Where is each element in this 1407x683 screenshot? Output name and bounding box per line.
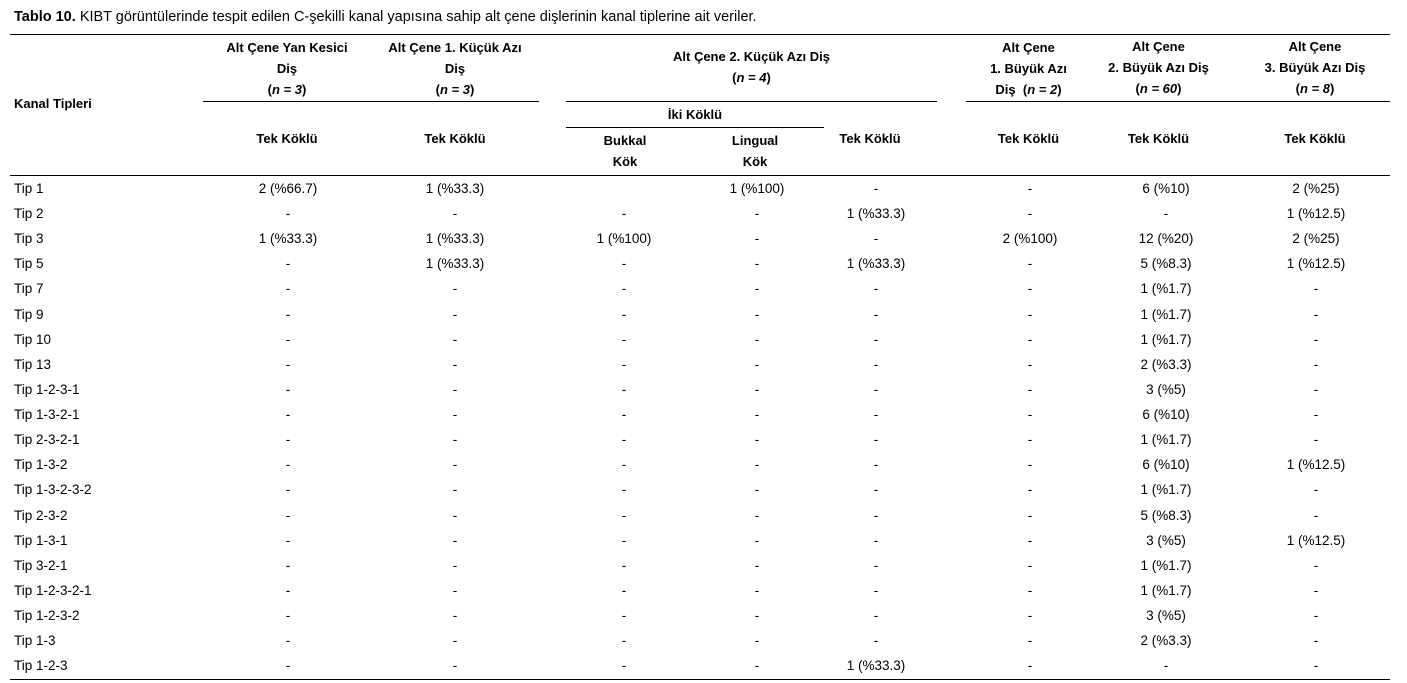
table-cell: - (873, 533, 879, 548)
table-cell: - (754, 382, 760, 397)
table-cell: 1 (%12.5) (1286, 206, 1346, 221)
table-cell: - (873, 457, 879, 472)
subheader-tek-koklu: Tek Köklü (1127, 131, 1190, 146)
group-rule-1 (203, 101, 539, 102)
row-label: Tip 1-2-3-2-1 (14, 583, 92, 598)
table-cell: - (285, 608, 291, 623)
table-cell: 2 (%25) (1292, 181, 1340, 196)
table-cell: - (1027, 608, 1033, 623)
table-cell: 6 (%10) (1142, 407, 1190, 422)
table-cell: - (1313, 382, 1319, 397)
group-header-n: (n = 4) (732, 70, 771, 85)
table-cell: - (285, 457, 291, 472)
table-cell: - (1313, 407, 1319, 422)
table-cell: - (1313, 432, 1319, 447)
table-cell: 3 (%5) (1146, 382, 1186, 397)
group-header-line: 3. Büyük Azı Diş (1264, 60, 1366, 75)
table-cell: - (1027, 181, 1033, 196)
table-cell: - (1027, 558, 1033, 573)
table-cell: - (621, 382, 627, 397)
table-cell: - (873, 407, 879, 422)
table-cell: - (621, 583, 627, 598)
table-cell: 6 (%10) (1142, 181, 1190, 196)
group-header-yan-kesici (203, 37, 371, 100)
group-header-line: Alt Çene 2. Küçük Azı Diş (673, 49, 830, 64)
table-cell: - (285, 633, 291, 648)
n-value: n = 60 (1139, 81, 1178, 96)
group-header-word: Diş (995, 82, 1016, 97)
row-label: Tip 1-2-3-2 (14, 608, 80, 623)
table-cell: 5 (%8.3) (1140, 256, 1192, 271)
table-cell: - (754, 658, 760, 673)
table-cell: - (452, 633, 458, 648)
table-cell: - (621, 533, 627, 548)
group-header-line: Alt Çene (1002, 40, 1055, 55)
table-cell: - (1313, 633, 1319, 648)
table-cell: 1 (%33.3) (258, 231, 318, 246)
table-cell: 1 (%1.7) (1140, 482, 1192, 497)
n-value: n = 3 (440, 82, 470, 97)
table-cell: - (873, 281, 879, 296)
table-top-rule (10, 34, 1390, 35)
table-cell: 2 (%100) (1002, 231, 1058, 246)
table-cell: - (1163, 206, 1169, 221)
table-cell: 1 (%12.5) (1286, 256, 1346, 271)
table-cell: - (452, 357, 458, 372)
table-cell: - (873, 307, 879, 322)
group-header-1-kucuk-azi (371, 37, 539, 100)
table-cell: - (1027, 256, 1033, 271)
table-cell: - (873, 633, 879, 648)
caption-text: KIBT görüntülerinde tespit edilen C-şekilli kanal yapısına sahip alt çene dişlerinin kanal tiplerine ait veriler. (79, 9, 757, 25)
table-cell: 6 (%10) (1142, 457, 1190, 472)
group-header-line: 2. Büyük Azı Diş (1108, 60, 1209, 75)
subheader-tek-koklu: Tek Köklü (424, 131, 486, 146)
table-caption (14, 9, 757, 25)
row-label: Tip 1 (14, 181, 44, 196)
row-label: Tip 2-3-2 (14, 508, 68, 523)
table-cell: - (621, 256, 627, 271)
group-header-3-buyuk-azi (1240, 36, 1390, 99)
table-cell: - (452, 533, 458, 548)
row-label: Tip 9 (14, 307, 44, 322)
table-cell: - (1027, 658, 1033, 673)
row-label: Tip 1-2-3-1 (14, 382, 80, 397)
table-cell: - (754, 533, 760, 548)
n-value: n = 4 (736, 70, 767, 85)
table-cell: - (873, 231, 879, 246)
table-cell: - (754, 558, 760, 573)
row-label: Tip 2 (14, 206, 44, 221)
table-cell: - (1027, 357, 1033, 372)
subheader-line: Kök (612, 154, 638, 169)
table-cell: 1 (%12.5) (1286, 457, 1346, 472)
table-cell: - (621, 281, 627, 296)
table-cell: 1 (%1.7) (1140, 281, 1192, 296)
subheader-bukkal-kok (580, 130, 670, 172)
table-cell: - (873, 332, 879, 347)
table-cell: - (621, 407, 627, 422)
table-cell: - (1027, 633, 1033, 648)
subheader-tek-koklu: Tek Köklü (1284, 131, 1346, 146)
table-cell: - (1313, 558, 1319, 573)
table-cell: - (285, 281, 291, 296)
table-cell: - (621, 658, 627, 673)
table-cell: 1 (%33.3) (425, 256, 485, 271)
table-cell: - (873, 482, 879, 497)
table-cell: - (1027, 533, 1033, 548)
n-value: n = 2 (1027, 82, 1058, 97)
table-cell: 1 (%33.3) (846, 658, 906, 673)
table-cell: - (285, 407, 291, 422)
row-label: Tip 3 (14, 231, 44, 246)
table-cell: - (1027, 583, 1033, 598)
table-cell: - (1313, 281, 1319, 296)
row-label: Tip 10 (14, 332, 52, 347)
table-cell: - (285, 332, 291, 347)
table-cell: 1 (%1.7) (1140, 558, 1192, 573)
table-cell: - (1313, 658, 1319, 673)
table-cell: - (285, 658, 291, 673)
row-label-header: Kanal Tipleri (14, 96, 92, 111)
subheader-lingual-kok (710, 130, 800, 172)
table-cell: - (285, 307, 291, 322)
table-cell: - (873, 382, 879, 397)
iki-koklu-rule (566, 127, 824, 128)
row-label: Tip 1-3 (14, 633, 56, 648)
table-cell: - (1313, 307, 1319, 322)
table-cell: - (754, 281, 760, 296)
table-cell: - (1027, 307, 1033, 322)
group-header-line: Diş (276, 61, 298, 76)
table-cell: - (754, 206, 760, 221)
row-label: Tip 3-2-1 (14, 558, 68, 573)
table-cell: - (285, 382, 291, 397)
row-label: Tip 5 (14, 256, 44, 271)
table-cell: - (1027, 457, 1033, 472)
table-cell: - (621, 608, 627, 623)
table-cell: - (452, 382, 458, 397)
table-cell: - (621, 633, 627, 648)
group-header-2-buyuk-azi (1091, 36, 1226, 99)
table-cell: - (452, 482, 458, 497)
subheader-line: Kök (742, 154, 768, 169)
table-cell: - (1313, 357, 1319, 372)
table-cell: - (1027, 482, 1033, 497)
table-cell: - (621, 206, 627, 221)
table-cell: 1 (%1.7) (1140, 432, 1192, 447)
table-cell: - (1027, 508, 1033, 523)
table-cell: - (873, 583, 879, 598)
table-cell: - (754, 432, 760, 447)
table-cell: - (873, 608, 879, 623)
table-cell: - (285, 206, 291, 221)
row-label: Tip 1-3-2 (14, 457, 68, 472)
table-cell: 2 (%25) (1292, 231, 1340, 246)
group-header-line: Alt Çene 1. Küçük Azı (388, 40, 522, 55)
table-cell: 2 (%3.3) (1140, 357, 1192, 372)
group-header-n: (n = 3) (267, 82, 307, 97)
table-cell: - (452, 658, 458, 673)
table-cell: - (452, 508, 458, 523)
row-label: Tip 1-3-2-1 (14, 407, 80, 422)
table-cell: - (1027, 432, 1033, 447)
table-cell: - (621, 357, 627, 372)
row-label: Tip 13 (14, 357, 52, 372)
group-header-line: Alt Çene (1288, 39, 1342, 54)
group-header-1-buyuk-azi (966, 37, 1091, 100)
table-cell: 1 (%12.5) (1286, 533, 1346, 548)
table-cell: - (452, 407, 458, 422)
group-header-line: Diş (n = 2) (995, 82, 1062, 97)
table-cell: - (754, 508, 760, 523)
table-cell: 3 (%5) (1146, 533, 1186, 548)
table-cell: - (452, 307, 458, 322)
table-cell: - (873, 432, 879, 447)
table-cell: - (621, 307, 627, 322)
table-cell: - (621, 332, 627, 347)
group-header-n: (n = 3) (435, 82, 475, 97)
table-cell: - (873, 357, 879, 372)
subheader-tek-koklu: Tek Köklü (839, 131, 901, 146)
iki-koklu-header: İki Köklü (667, 107, 723, 122)
table-cell: 1 (%33.3) (846, 206, 906, 221)
subheader-line: Bukkal (603, 133, 647, 148)
subheader-line: Lingual (731, 133, 779, 148)
row-label: Tip 7 (14, 281, 44, 296)
table-cell: - (1163, 658, 1169, 673)
group-rule-3 (966, 101, 1390, 102)
table-cell: - (1313, 482, 1319, 497)
table-cell: - (621, 508, 627, 523)
table-bottom-rule (10, 679, 1390, 680)
table-cell: - (1027, 281, 1033, 296)
group-header-n: (n = 8) (1295, 81, 1335, 96)
subheader-tek-koklu: Tek Köklü (997, 131, 1060, 146)
table-cell: - (1027, 332, 1033, 347)
table-cell: 2 (%66.7) (258, 181, 318, 196)
table-cell: - (452, 457, 458, 472)
table-cell: 5 (%8.3) (1140, 508, 1192, 523)
table-cell: - (1313, 332, 1319, 347)
table-cell: 12 (%20) (1138, 231, 1194, 246)
table-cell: 3 (%5) (1146, 608, 1186, 623)
table-cell: - (754, 407, 760, 422)
table-cell: - (873, 181, 879, 196)
table-cell: - (285, 357, 291, 372)
table-cell: - (873, 508, 879, 523)
subheader-tek-koklu: Tek Köklü (256, 131, 318, 146)
table-cell: - (754, 608, 760, 623)
table-cell: - (452, 281, 458, 296)
header-bottom-rule (10, 175, 1390, 176)
group-header-2-kucuk-azi (566, 46, 937, 88)
table-cell: - (621, 558, 627, 573)
table-cell: - (452, 558, 458, 573)
table-cell: - (452, 608, 458, 623)
table-cell: - (621, 482, 627, 497)
table-cell: - (754, 583, 760, 598)
table-cell: - (754, 357, 760, 372)
row-label: Tip 1-2-3 (14, 658, 68, 673)
group-header-n: (n = 60) (1135, 81, 1182, 96)
table-cell: - (754, 482, 760, 497)
table-cell: 1 (%1.7) (1140, 583, 1192, 598)
table-cell: - (621, 457, 627, 472)
table-cell: - (754, 307, 760, 322)
table-cell: - (1313, 508, 1319, 523)
group-header-line: 1. Büyük Azı (990, 61, 1067, 76)
group-header-line: Diş (444, 61, 466, 76)
table-cell: - (754, 256, 760, 271)
table-cell: - (285, 508, 291, 523)
table-cell: - (754, 332, 760, 347)
table-cell: - (285, 256, 291, 271)
table-cell: - (285, 482, 291, 497)
table-cell: - (1313, 608, 1319, 623)
table-cell: 1 (%100) (729, 181, 785, 196)
table-cell: - (285, 558, 291, 573)
table-cell: 1 (%33.3) (846, 256, 906, 271)
caption-label: Tablo 10. (14, 9, 76, 25)
row-label: Tip 1-3-2-3-2 (14, 482, 92, 497)
table-cell: 2 (%3.3) (1140, 633, 1192, 648)
table-cell: - (1027, 382, 1033, 397)
table-cell: - (754, 457, 760, 472)
table-cell: 1 (%33.3) (425, 181, 485, 196)
table-cell: - (285, 432, 291, 447)
table-cell: - (452, 432, 458, 447)
table-cell: - (285, 533, 291, 548)
table-cell: - (754, 633, 760, 648)
table-cell: 1 (%1.7) (1140, 332, 1192, 347)
table-cell: 1 (%1.7) (1140, 307, 1192, 322)
row-label: Tip 2-3-2-1 (14, 432, 80, 447)
group-rule-2 (566, 101, 937, 102)
table-cell: - (1027, 407, 1033, 422)
group-header-line: Alt Çene (1132, 39, 1185, 54)
table-cell: - (873, 558, 879, 573)
table-cell: - (754, 231, 760, 246)
table-cell: 1 (%33.3) (425, 231, 485, 246)
table-cell: - (1313, 583, 1319, 598)
table-cell: - (1027, 206, 1033, 221)
row-label: Tip 1-3-1 (14, 533, 68, 548)
table-cell: 1 (%100) (596, 231, 652, 246)
table-cell: - (452, 206, 458, 221)
n-value: n = 8 (1300, 81, 1330, 96)
group-header-line: Alt Çene Yan Kesici (226, 40, 348, 55)
table-cell: - (285, 583, 291, 598)
n-value: n = 3 (272, 82, 302, 97)
table-cell: - (621, 432, 627, 447)
table-cell: - (452, 583, 458, 598)
table-cell: - (452, 332, 458, 347)
